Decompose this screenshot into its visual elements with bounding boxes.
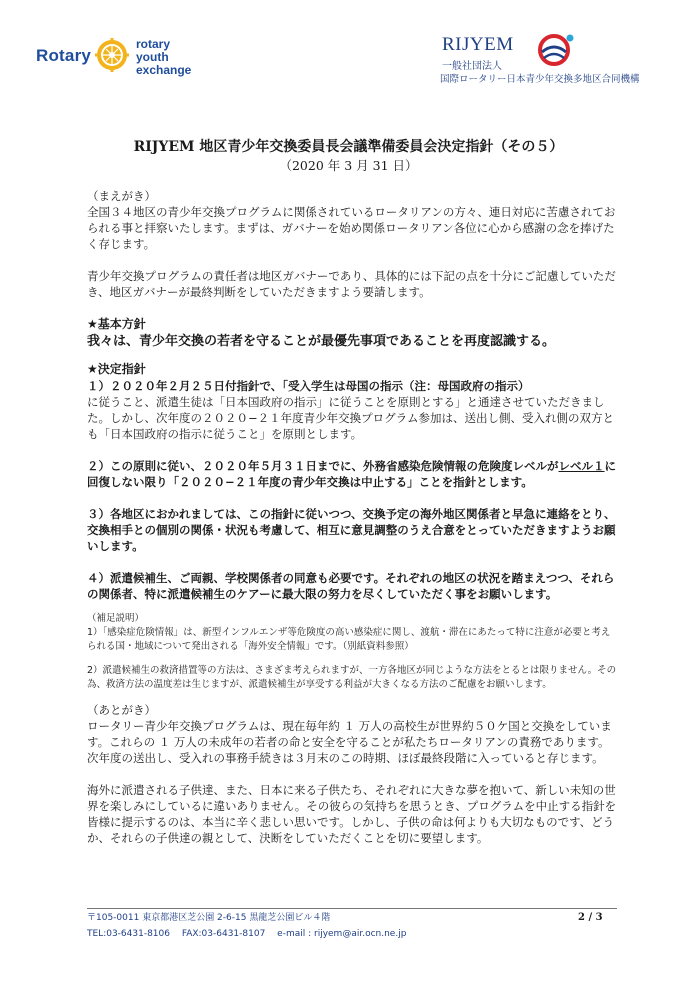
page-number: 2 / 3 xyxy=(578,912,603,923)
preface-paragraph-2: 青少年交換プログラムの責任者は地区ガバナーであり、具体的には下記の点を十分にご記慮していただき、地区ガバナーが最終判断をしていただきますよう要請します。 xyxy=(87,269,616,299)
decision-heading: ★決定指針 xyxy=(87,362,146,376)
decision-item-4: ４）派遣候補生、ご両親、学校関係者の同意も必要です。それぞれの地区の状況を踏まえつつ、それらの関係者、特に派遣候補生のケアーに最大限の努力を尽くしていただく事をお願いします。 xyxy=(87,571,615,601)
afterword-heading: （あとがき） xyxy=(87,703,156,717)
decision-item-1-lead: １）２０２０年２月２５日付指針で、「受入学生は母国の指示（注：母国政府の指示） xyxy=(87,379,530,393)
preface-heading: （まえがき） xyxy=(87,189,156,203)
letterhead xyxy=(0,0,697,100)
rotary-youth-exchange-logo xyxy=(36,34,236,84)
footer-address: 〒105-0011 東京都港区芝公園 2-6-15 黒龍芝公園ビル４階 xyxy=(87,913,331,923)
document-date: （2020 年 3 月 31 日） xyxy=(279,158,418,173)
level-1-link[interactable]: レベル１ xyxy=(558,459,605,473)
page-footer xyxy=(87,908,617,941)
rotary-wheel-icon xyxy=(95,38,129,72)
youth-exchange-wordmark: rotary youth exchange xyxy=(136,37,192,77)
footer-contact: TEL:03-6431-8106 FAX:03-6431-8107 e-mail : rijyem@air.ocn.ne.jp xyxy=(87,929,407,939)
rijyem-emblem-icon xyxy=(538,30,576,70)
document-title: RIJYEM 地区青少年交換委員長会議準備委員会決定指針（その５） xyxy=(133,139,564,155)
document-body xyxy=(87,188,617,846)
decision-item-2: ２）この原則に従い、２０２０年５月３１日までに、外務省感染危険情報の危険度レベルがレベル１に回復しない限り「２０２０−２１年度の青少年交換は中止する」ことを指針とします。 xyxy=(87,459,616,489)
afterword-paragraph-1: ロータリー青少年交換プログラムは、現在毎年約 １ 万人の高校生が世界約５０ケ国と交換をしています。これらの １ 万人の未成年の若者の命と安全を守ることが私たちロータリアンの責務であります。次年度の送出し、受入れの事務手続きは３月末のこの時期、ほぼ最終段階に入っていると存じます。 xyxy=(87,719,612,765)
preface-paragraph-1: 全国３４地区の青少年交換プログラムに関係されているロータリアンの方々、連日対応に苦慮されておられる事と拝察いたします。まずは、ガバナーを始め関係ロータリアン各位に心から感謝の念を捧げたく存じます。 xyxy=(87,205,616,251)
note-2: 2）派遣候補生の救済措置等の方法は、さまざま考えられますが、一方各地区が同じような方法をとるとは限りません。その為、救済方法の温度差は生じますが、派遣候補生が享受する利益が大きくなる方法のご配慮をお願いします。 xyxy=(87,665,617,690)
basic-policy-text: 我々は、青少年交換の若者を守ることが最優先事項であることを再度認識する。 xyxy=(87,334,556,349)
rijyem-org-name: 国際ロータリー日本青少年交換多地区合同機構 xyxy=(440,74,640,85)
footer-divider xyxy=(87,908,617,909)
notes-heading: （補足説明） xyxy=(87,613,145,624)
rijyem-org-type: 一般社団法人 xyxy=(442,61,502,72)
rijyem-logo xyxy=(440,30,670,90)
decision-item-1-body: に従うこと、派遣生徒は「日本国政府の指示」に従うことを原則とする」と通達させていただきました。しかし、次年度の２０２０−２１年度青少年交換プログラム参加は、送出し側、受入れ側の双方とも「日本国政府の指示に従うこと」を原則とします。 xyxy=(87,395,615,441)
note-1: 1）「感染症危険情報」は、新型インフルエンザ等危険度の高い感染症に関し、渡航・滞在にあたって特に注意が必要と考えられる国・地域について発出される「海外安全情報」です。（別紙資料参照） xyxy=(87,627,611,652)
decision-item-3: ３）各地区におかれましては、この指針に従いつつ、交換予定の海外地区関係者と早急に連絡をとり、交換相手との個別の関係・状況も考慮して、相互に意見調整のうえ合意をとっていただきますようお願いします。 xyxy=(87,507,616,553)
afterword-paragraph-2: 海外に派遣される子供達、また、日本に来る子供たち、それぞれに大きな夢を抱いて、新しい未知の世界を楽しみにしているに違いありません。その彼らの気持ちを思うとき、プログラムを中止する指針を皆様に提示するのは、本当に辛く悲しい思いです。しかし、子供の命は何よりも大切なものです、どうか、それらの子供達の親として、決断をしていただくことを切に要望します。 xyxy=(87,783,617,845)
basic-policy-heading: ★基本方針 xyxy=(87,317,146,331)
rotary-wordmark: Rotary xyxy=(36,46,92,65)
rijyem-wordmark: RIJYEM xyxy=(442,34,514,55)
